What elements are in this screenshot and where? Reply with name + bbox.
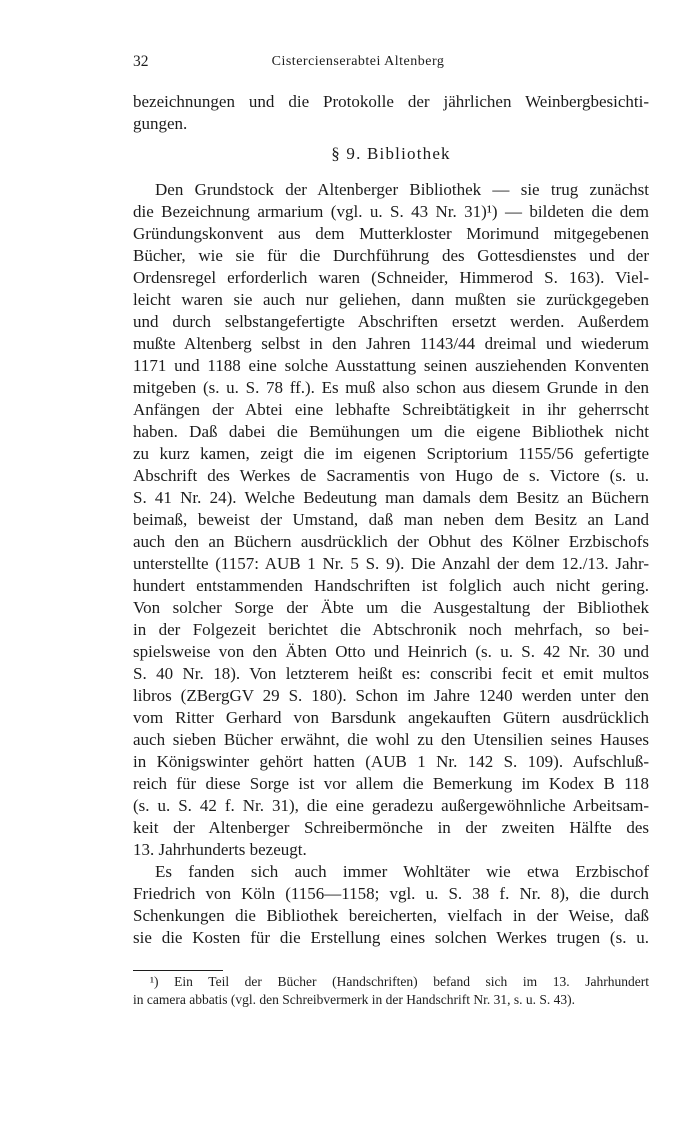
text-line: vom Ritter Gerhard von Barsdunk angekauften Gütern ausdrücklich: [133, 708, 649, 727]
text-line: in Königswinter gehört hatten (AUB 1 Nr. 142 S. 109). Aufschluß-: [133, 752, 649, 771]
text-line: die Bezeichnung armarium (vgl. u. S. 43 Nr. 31)¹) — bildeten die dem: [133, 202, 649, 221]
text-line: reich für diese Sorge ist vor allem die Bemerkung im Kodex B 118: [133, 774, 649, 793]
text-line: haben. Daß dabei die Bemühungen um die eigene Bibliothek nicht: [133, 422, 649, 441]
text-line: beimaß, beweist der Umstand, daß man neben dem Besitz an Land: [133, 510, 649, 529]
text-line: Schenkungen die Bibliothek bereicherten, vielfach in der Weise, daß: [133, 906, 649, 925]
text-line: leicht waren sie auch nur geliehen, dann mußten sie zurückgegeben: [133, 290, 649, 309]
text-line: keit der Altenberger Schreibermönche in der zweiten Hälfte des: [133, 818, 649, 837]
text-line: Von solcher Sorge der Äbte um die Ausgestaltung der Bibliothek: [133, 598, 649, 617]
text-line: auch sieben Bücher erwähnt, die wohl zu den Utensilien seines Hauses: [133, 730, 649, 749]
text-line: sie die Kosten für die Erstellung eines solchen Werkes trugen (s. u.: [133, 928, 649, 947]
text-line: Anfängen der Abtei eine lebhafte Schreibtätigkeit in ihr geherrscht: [133, 400, 649, 419]
main-text: [133, 91, 649, 949]
footnote: [133, 973, 649, 1009]
text-line: 13. Jahrhunderts bezeugt.: [133, 840, 307, 859]
running-title: Cistercienserabtei Altenberg: [271, 54, 445, 69]
text-line: Es fanden sich auch immer Wohltäter wie etwa Erzbischof: [155, 862, 649, 881]
text-line: Ordensregel erforderlich waren (Schneider, Himmerod S. 163). Viel-: [133, 268, 649, 287]
text-line: mußte Altenberg selbst in den Jahren 1143/44 dreimal und wiederum: [133, 334, 649, 353]
text-line: mitgeben (s. u. S. 78 ff.). Es muß also schon aus diesem Grunde in den: [133, 378, 649, 397]
section-heading: § 9. Bibliothek: [331, 144, 451, 163]
text-line: Gründungskonvent aus dem Mutterkloster Morimund mitgegebenen: [133, 224, 649, 243]
text-line: gungen.: [133, 114, 188, 133]
footnote-divider: [133, 970, 223, 971]
footnote-line: in camera abbatis (vgl. den Schreibvermerk in der Handschrift Nr. 31, s. u. S. 43).: [133, 992, 576, 1007]
text-line: S. 41 Nr. 24). Welche Bedeutung man damals dem Besitz an Büchern: [133, 488, 649, 507]
text-line: und durch selbstangefertigte Abschriften ersetzt werden. Außerdem: [133, 312, 649, 331]
text-line: spielsweise von den Äbten Otto und Heinrich (s. u. S. 42 Nr. 30 und: [133, 642, 649, 661]
text-line: Abschrift des Werkes de Sacramentis von Hugo de s. Victore (s. u.: [133, 466, 649, 485]
text-line: Den Grundstock der Altenberger Bibliothek — sie trug zunächst: [155, 180, 649, 199]
text-line: unterstellte (1157: AUB 1 Nr. 5 S. 9). Die Anzahl der dem 12./13. Jahr-: [133, 554, 649, 573]
text-line: (s. u. S. 42 f. Nr. 31), die eine geradezu außergewöhnliche Arbeitsam-: [133, 796, 649, 815]
text-line: libros (ZBergGV 29 S. 180). Schon im Jahre 1240 werden unter den: [133, 686, 649, 705]
text-line: Friedrich von Köln (1156—1158; vgl. u. S. 38 f. Nr. 8), die durch: [133, 884, 649, 903]
text-line: 1171 und 1188 eine solche Ausstattung seinen ausziehenden Konventen: [133, 356, 649, 375]
text-line: bezeichnungen und die Protokolle der jährlichen Weinbergbesichti-: [133, 92, 649, 111]
text-line: S. 40 Nr. 18). Von letzterem heißt es: conscribi fecit et emit multos: [133, 664, 649, 683]
text-line: auch den an Büchern ausdrücklich der Obhut des Kölner Erzbischofs: [133, 532, 649, 551]
text-line: hundert entstammenden Handschriften ist folglich auch nicht gering.: [133, 576, 649, 595]
running-head: [133, 53, 583, 73]
page-number: 32: [133, 53, 149, 70]
text-line: Bücher, wie sie für die Durchführung des Gottesdienstes und der: [133, 246, 649, 265]
footnote-line: ¹) Ein Teil der Bücher (Handschriften) befand sich im 13. Jahrhundert: [150, 974, 649, 989]
text-line: zu kurz kamen, zeigt die im eigenen Scriptorium 1155/56 gefertigte: [133, 444, 649, 463]
text-line: in der Folgezeit berichtet die Abtschronik noch mehrfach, so bei-: [133, 620, 649, 639]
